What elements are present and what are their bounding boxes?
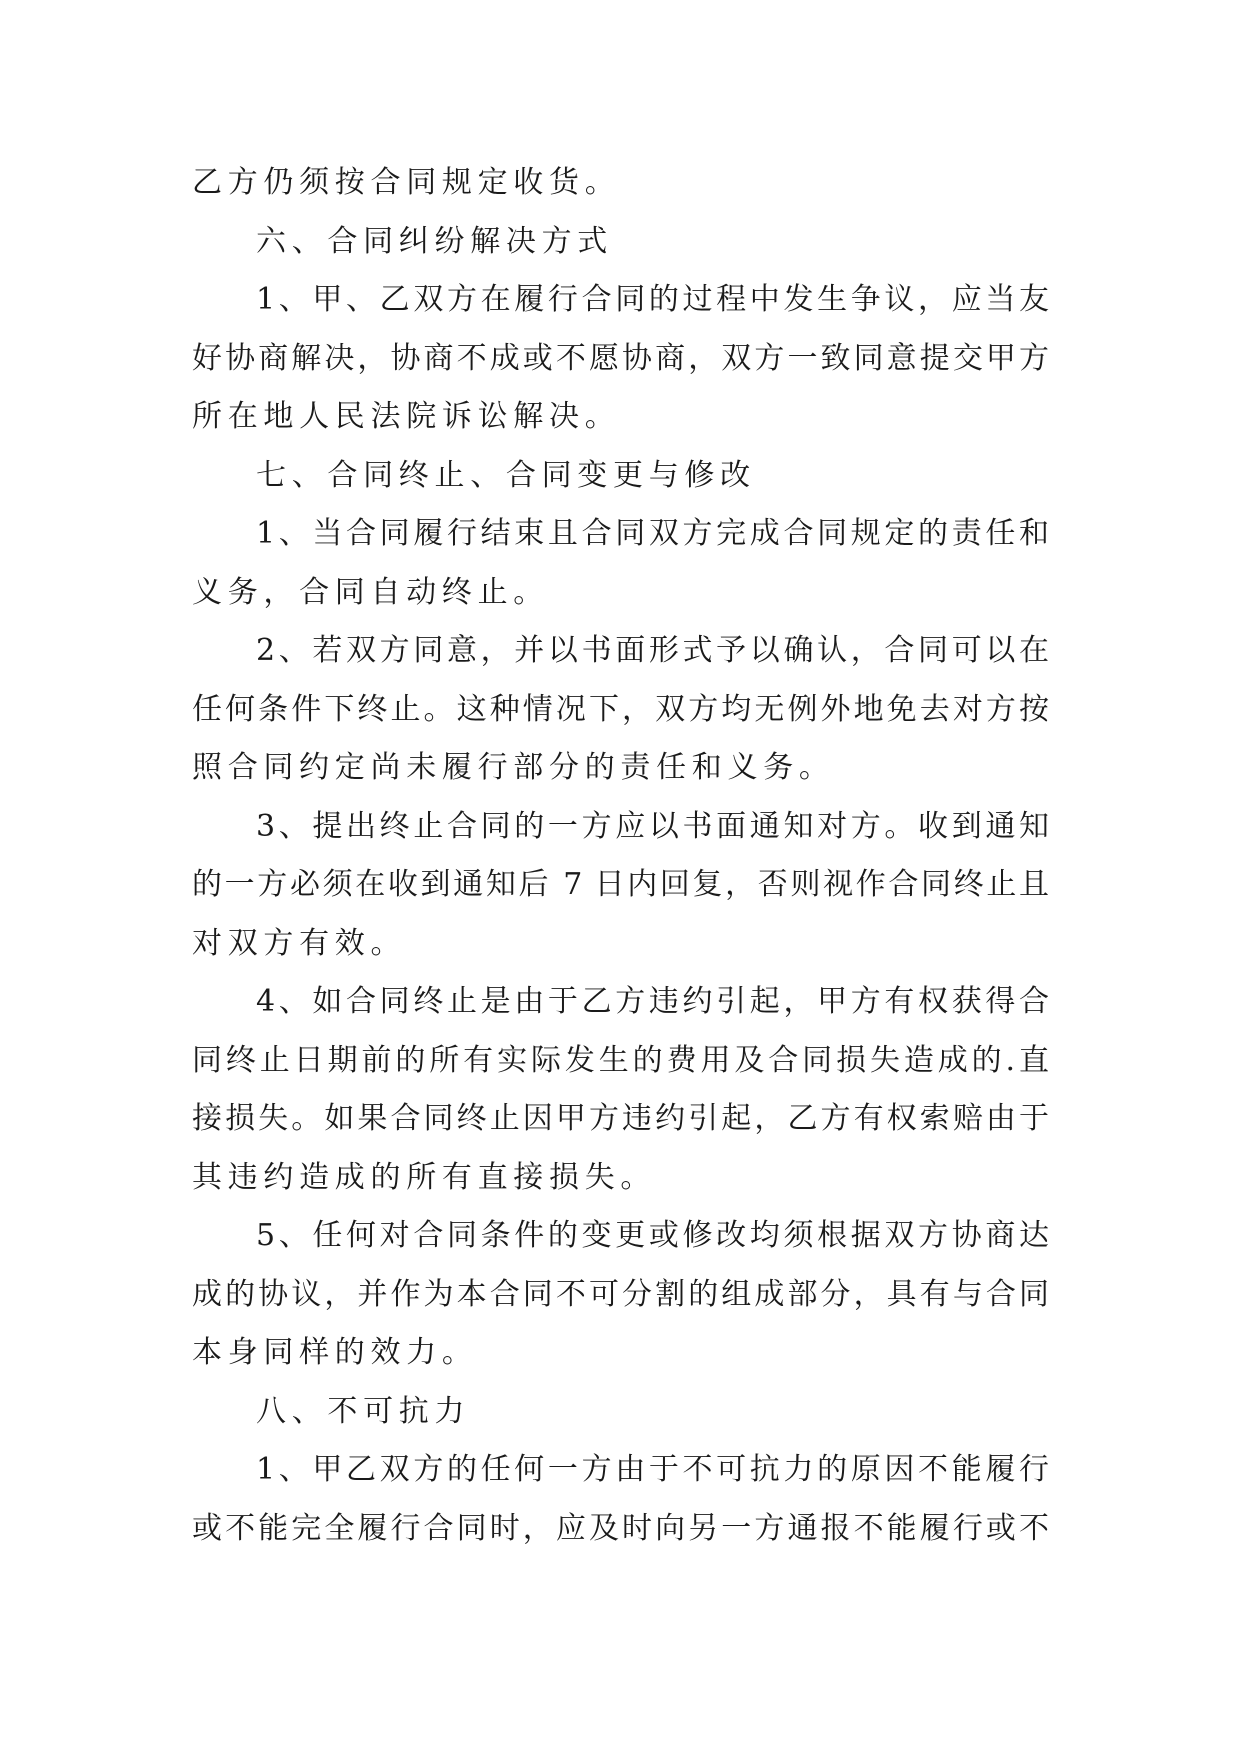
text-line: 乙方仍须按合同规定收货。 [192, 165, 621, 200]
text-line: 所在地人民法院诉讼解决。 [192, 399, 621, 434]
document-page [192, 154, 1049, 1558]
text-line: 1、当合同履行结束且合同双方完成合同规定的责任和 [256, 516, 1049, 551]
text-line: 同终止日期前的所有实际发生的费用及合同损失造成的.直 [192, 1042, 1049, 1078]
text-line: 的一方必须在收到通知后 7 日内回复，否则视作合同终止且 [192, 867, 1049, 902]
text-line: 对双方有效。 [192, 925, 407, 961]
text-line: 1、甲乙双方的任何一方由于不可抗力的原因不能履行 [256, 1452, 1049, 1487]
text-line: 2、若双方同意，并以书面形式予以确认，合同可以在 [256, 633, 1049, 668]
text-line: 好协商解决，协商不成或不愿协商，双方一致同意提交甲方 [192, 340, 1049, 376]
text-line: 任何条件下终止。这种情况下，双方均无例外地免去对方按 [192, 691, 1049, 727]
text-line: 接损失。如果合同终止因甲方违约引起，乙方有权索赔由于 [192, 1101, 1049, 1136]
text-line: 其违约造成的所有直接损失。 [192, 1159, 657, 1195]
text-line: 3、提出终止合同的一方应以书面通知对方。收到通知 [256, 808, 1049, 844]
section-heading: 六、合同纠纷解决方式 [256, 223, 613, 259]
section-heading: 七、合同终止、合同变更与修改 [256, 457, 756, 493]
text-line: 5、任何对合同条件的变更或修改均须根据双方协商达 [256, 1218, 1049, 1253]
section-heading: 八、不可抗力 [256, 1393, 471, 1429]
text-line: 本身同样的效力。 [192, 1335, 478, 1370]
text-line: 1、甲、乙双方在履行合同的过程中发生争议，应当友 [256, 282, 1049, 317]
text-line: 成的协议，并作为本合同不可分割的组成部分，具有与合同 [192, 1276, 1049, 1312]
text-line: 4、如合同终止是由于乙方违约引起，甲方有权获得合 [256, 984, 1049, 1019]
text-line: 照合同约定尚未履行部分的责任和义务。 [192, 750, 835, 785]
text-line: 义务，合同自动终止。 [192, 574, 549, 610]
text-line: 或不能完全履行合同时，应及时向另一方通报不能履行或不 [192, 1510, 1049, 1546]
